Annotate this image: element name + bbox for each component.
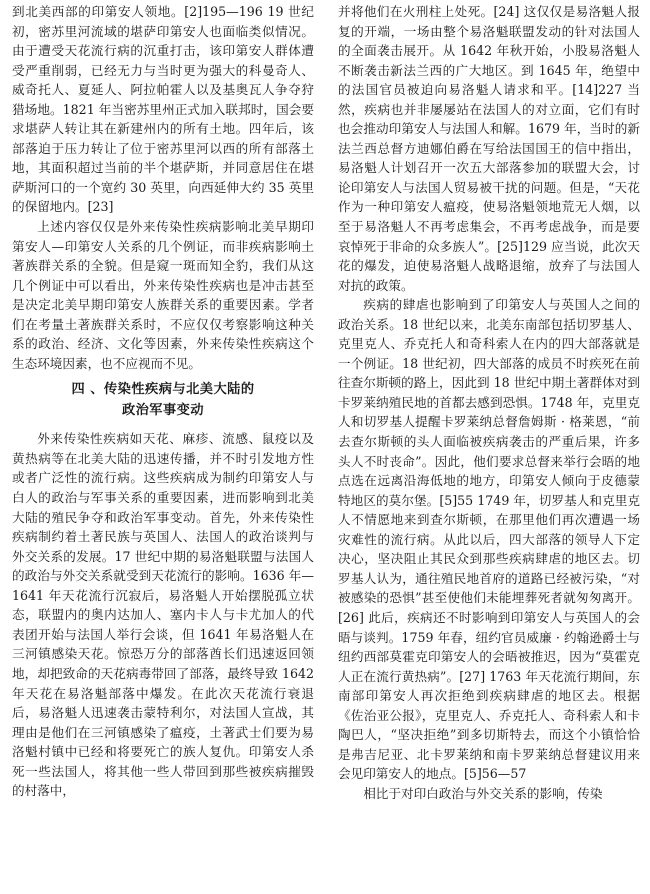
section-heading bbox=[12, 379, 314, 421]
right-paragraph-2: 疾病的肆虐也影响到了印第安人与英国人之间的政治关系。18 世纪以来，北美东南部包括切罗基人、克里克人、乔克托人和奇科索人在内的四大部落就是一个例证。18 世纪初，四大部落的成员不时疾死在前往查尔斯顿的路上，因此到 18 世纪中期土著群体对到卡罗莱纳殖民地的首都去感到恐惧。1748 年，克里克人和切罗基人提醒卡罗莱纳总督詹姆斯 · 格莱恩，“前去查尔斯顿的头人面临被疾病袭击的严重后果，许多头人不时丧命”。因此，他们要求总督来举行会晤的地点选在远离沿海低地的地方，印第安人倾向于皮德蒙特地区的莫尔堡。[5]55 1749 年，切罗基人和克里克人不情愿地来到查尔斯顿，在那里他们再次遭遇一场灾难性的流行病。从此以后，四大部落的领导人下定决心，坚决阻止其民众到那些疾病肆虐的地区去。切罗基人认为，通往殖民地首府的道路已经被污染，“对被感染的恐惧”甚至使他们未能埋葬死者就匆匆离开。[26] 此后，疾病还不时影响到印第安人与英国人的会晤与谈判。1759 年春，纽约官员威廉 · 约翰逊爵士与纽约西部莫霍克印第安人的会晤被推迟，因为“莫霍克人正在流行黄热病”。[27] 1763 年天花流行期间，东南部印第安人再次拒绝到疾病肆虐的地区去。根据《佐治亚公报》，克里克人、乔克托人、奇科索人和卡陶巴人，“坚决拒绝”到多切斯特去，而这个小镇恰恰是弗吉尼亚、北卡罗莱纳和南卡罗莱纳总督建议用来会见印第安人的地点。[5]56—57 bbox=[338, 297, 640, 782]
right-paragraph-1: 并将他们在火刑柱上处死。[24] 这仅仅是易洛魁人报复的开端，一场由整个易洛魁联盟发动的针对法国人的全面袭击展开。从 1642 年秋开始，小股易洛魁人不断袭击新法兰西的广大地区。到 1645 年，绝望中的法国官员被迫向易洛魁人请求和平。[14]227 当然，疾病也并非屡屡站在法国人的对立面，它们有时也会推动印第安人与法国人和解。1679 年，当时的新法兰西总督方迪娜伯爵在写给法国国王的信中指出，易洛魁人计划召开一次五大部落参加的联盟大会，讨论印第安人与法国人贸易被干扰的问题。但是，“天花作为一种印第安人瘟疫，使易洛魁领地荒无人烟，以至于易洛魁人不再考虑集会，不再考虑战争，而是要哀悼死于非命的众多族人”。[25]129 应当说，此次天花的爆发，迫使易洛魁人战略退缩，放弃了与法国人对抗的政策。 bbox=[338, 4, 640, 293]
left-column bbox=[12, 2, 314, 801]
right-paragraph-3: 相比于对印白政治与外交关系的影响，传染 bbox=[363, 785, 603, 801]
paper-page bbox=[12, 2, 640, 892]
left-paragraph-2: 上述内容仅仅是外来传染性疾病影响北美早期印第安人—印第安人关系的几个例证，而非疾病影响土著族群关系的全貌。但是窥一斑而知全豹，我们从这几个例证中可以看出，外来传染性疾病也是冲击甚至是决定北美早期印第安人族群关系的重要因素。学者们在考量土著族群关系时，不应仅仅考察影响这种关系的政治、经济、文化等因素，外来传染性疾病这个生态环境因素，也不应视而不见。 bbox=[12, 219, 314, 371]
left-paragraph-3: 外来传染性疾病如天花、麻疹、流感、鼠疫以及黄热病等在北美大陆的迅速传播，并不时引发地方性或者广泛性的流行病。这些疾病成为制约印第安人与白人的政治与军事关系的重要因素，进而影响到北美大陆的殖民争夺和政治军事变动。首先，外来传染性疾病制约着土著民族与英国人、法国人的政治谈判与外交关系的发展。17 世纪中期的易洛魁联盟与法国人的政治与外交关系就受到天花流行的影响。1636 年—1641 年天花流行沉寂后，易洛魁人开始摆脱孤立状态，联盟内的奥内达加人、塞内卡人与卡尤加人的代表团开始与法国人举行会谈，但 1641 年易洛魁人在三河镇感染天花。惊恐万分的部落酋长们迅速返回领地，却把致命的天花病毒带回了部落，最终导致 1642 年天花在易洛魁部落中爆发。在此次天花流行衰退后，易洛魁人迅速袭击蒙特利尔，对法国人宣战，其理由是他们在三河镇感染了瘟疫，土著武士们要为易洛魁村镇中已经和将要死亡的族人复仇。印第安人杀死一些法国人，将其他一些人带回到那些被疾病摧毁的村落中， bbox=[12, 431, 314, 799]
section-heading-line-1: 四 、传染性疾病与北美大陆的 bbox=[71, 382, 255, 398]
section-heading-line-2: 政治军事变动 bbox=[121, 403, 205, 419]
right-column bbox=[338, 2, 640, 803]
left-paragraph-1: 到北美西部的印第安人领地。[2]195—196 19 世纪初，密苏里河流域的堪萨印第安人也面临类似情况。由于遭受天花流行病的沉重打击，该印第安人群体遭受严重削弱，已经无力与当时更为强大的科曼奇人、威奇托人、夏延人、阿拉帕霍人以及基奥瓦人争夺狩猎场地。1821 年当密苏里州正式加入联邦时，国会要求堪萨人转让其在新建州内的所有土地。四年后，该部落迫于压力转让了位于密苏里河以西的所有部落土地，其面积超过当前的半个堪萨斯，并同意居住在堪萨斯河口的一个宽约 30 英里，向西延伸大约 35 英里的保留地内。[23] bbox=[12, 4, 314, 215]
